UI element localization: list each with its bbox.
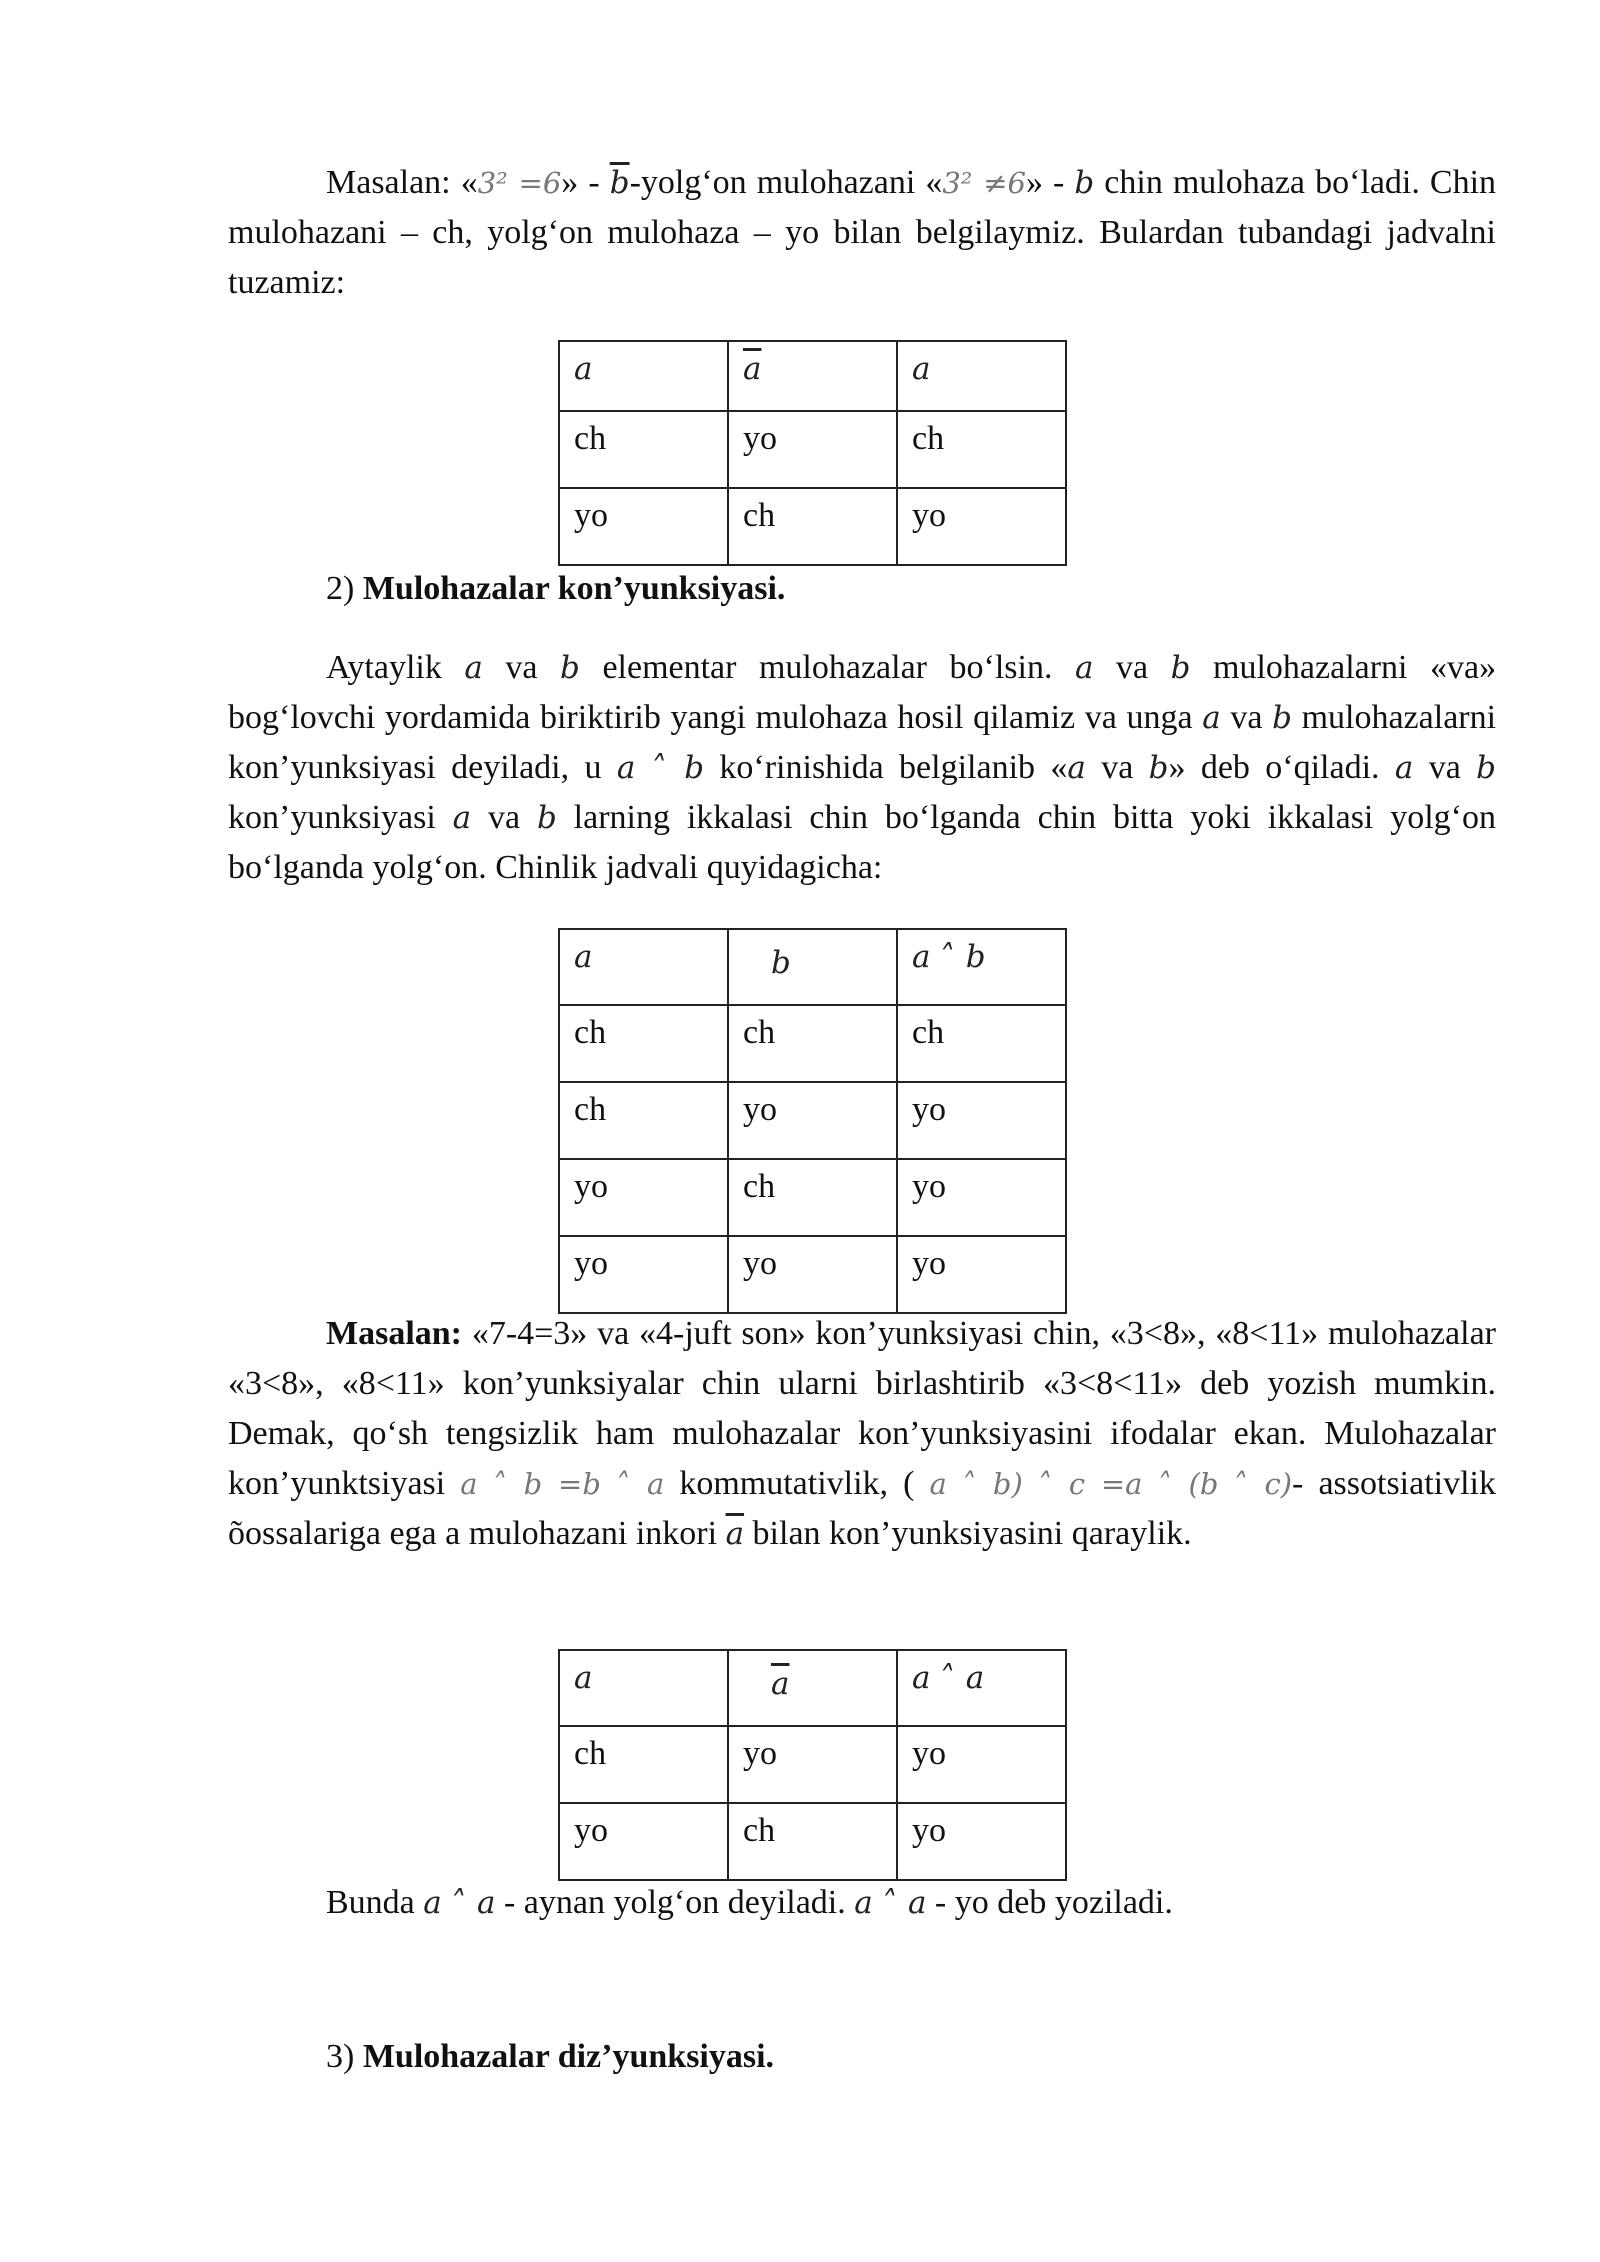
table-row xyxy=(559,1726,1066,1803)
bold-label: Masalan: xyxy=(326,1315,462,1352)
text: va xyxy=(1101,749,1134,786)
table-cell: ch xyxy=(897,1005,1066,1082)
truth-table-conjunction xyxy=(558,928,1067,1314)
table-cell: ch xyxy=(897,411,1066,488)
table-cell: yo xyxy=(728,1236,897,1313)
text: - yo deb yoziladi. xyxy=(934,1884,1173,1921)
table-cell: ch xyxy=(559,1726,728,1803)
table-header-row xyxy=(559,341,1066,411)
text: Bunda xyxy=(326,1884,415,1921)
text: kommutativlik, ( xyxy=(679,1465,915,1502)
text: - aynan yolg‘on deyiladi. xyxy=(503,1884,846,1921)
formula-commutative: a ˄ b =b ˄ a xyxy=(460,1467,665,1501)
heading-title: Mulohazalar kon’yunksiyasi. xyxy=(362,570,786,607)
table-cell: ch xyxy=(728,1159,897,1236)
formula-not-equal: 3² ≠6 xyxy=(942,166,1026,200)
formula-associative: a ˄ b) ˄ c =a ˄ (b ˄ c) xyxy=(929,1467,1293,1501)
text: «7-4=3» va «4-juft son» kon’yunksiyasi chin, «3<8», «8<11» mulohazalar «3<8», «8<11» kon’yunksiyalar chin ularni birlashtirib «3<8<11» deb yozish mumkin. Demak, qo‘sh tengsizlik ham mulohazalar kon’yunksiyasini ifodalar ekan. Mulohazalar kon’yunktsiyasi xyxy=(228,1315,1497,1502)
symbol-b: b xyxy=(560,650,580,686)
text: » - xyxy=(1025,164,1065,201)
table-cell: yo xyxy=(559,1159,728,1236)
heading-number: 2) xyxy=(326,570,355,607)
cell-text: a ˄ b xyxy=(912,939,986,975)
table-row xyxy=(559,1803,1066,1880)
text: Aytaylik xyxy=(326,649,442,686)
table-cell: yo xyxy=(897,1159,1066,1236)
table-cell xyxy=(728,341,897,411)
text: bilan kon’yunksiyasini qaraylik. xyxy=(752,1515,1192,1552)
table-cell: ch xyxy=(728,1005,897,1082)
table-cell: ch xyxy=(728,1803,897,1880)
heading-number: 3) xyxy=(326,2038,355,2075)
table-cell: yo xyxy=(559,488,728,565)
text: » deb o‘qiladi. xyxy=(1168,749,1380,786)
table-cell: yo xyxy=(897,1803,1066,1880)
table-cell: ch xyxy=(559,1082,728,1159)
heading-title: Mulohazalar diz’yunksiyasi. xyxy=(362,2038,775,2075)
table-cell: yo xyxy=(897,1236,1066,1313)
text: ko‘rinishida belgilanib « xyxy=(719,749,1068,786)
table-header-row xyxy=(559,929,1066,1005)
text: » - xyxy=(561,164,600,201)
paragraph-conjunction-definition xyxy=(228,643,1496,893)
truth-table-contradiction xyxy=(558,1649,1067,1881)
section-heading-conjunction xyxy=(326,564,785,614)
text: va xyxy=(1230,699,1263,736)
table-row xyxy=(559,1159,1066,1236)
table-cell: yo xyxy=(728,1726,897,1803)
cell-text: a xyxy=(574,1660,593,1696)
table-cell: ch xyxy=(559,1005,728,1082)
symbol-not-a: $\overline{a}$ xyxy=(725,1516,745,1552)
table-cell: yo xyxy=(897,1082,1066,1159)
symbol-a: a xyxy=(1067,750,1086,786)
table-cell: yo xyxy=(559,1803,728,1880)
table-cell xyxy=(897,341,1066,411)
table-cell: ch xyxy=(728,488,897,565)
text: elementar mulohazalar bo‘lsin. xyxy=(602,649,1053,686)
table-cell xyxy=(728,1650,897,1726)
paragraph-contradiction xyxy=(326,1878,1496,1928)
table-cell: ch xyxy=(559,411,728,488)
symbol-b: b xyxy=(1148,750,1169,786)
table-cell: yo xyxy=(897,488,1066,565)
formula-contradiction: a ˄ a xyxy=(854,1885,927,1921)
truth-table-negation xyxy=(558,340,1067,566)
text: va xyxy=(1116,649,1149,686)
symbol-b: b xyxy=(1170,650,1191,686)
table-header-row xyxy=(559,1650,1066,1726)
symbol-a: a xyxy=(464,650,483,686)
symbol-a: a xyxy=(1075,650,1094,686)
table-row xyxy=(559,488,1066,565)
table-cell xyxy=(559,341,728,411)
text: va xyxy=(487,799,521,836)
table-cell: yo xyxy=(559,1236,728,1313)
text: va xyxy=(505,649,538,686)
cell-text: a xyxy=(912,351,931,387)
symbol-a: a xyxy=(1202,700,1221,736)
text: -yolg‘on mulohazani « xyxy=(629,164,943,201)
symbol-b: b xyxy=(1272,700,1292,736)
text: Masalan: xyxy=(326,164,451,201)
table-cell xyxy=(897,929,1066,1005)
symbol-a: a xyxy=(1394,750,1414,786)
cell-text: b xyxy=(771,945,791,981)
paragraph-example-1 xyxy=(228,158,1496,308)
section-heading-disjunction xyxy=(326,2032,774,2082)
table-cell: yo xyxy=(897,1726,1066,1803)
symbol-b: b xyxy=(536,800,557,836)
symbol-b: b xyxy=(1074,165,1095,201)
paragraph-example-2 xyxy=(228,1309,1496,1559)
text: mulohazalarni kon’yunksiyasi deyiladi, u xyxy=(228,699,1497,786)
table-row xyxy=(559,411,1066,488)
table-row xyxy=(559,1236,1066,1313)
table-cell: yo xyxy=(728,411,897,488)
text: chin mulohaza bo‘ladi. Chin mulohazani – ch, yolg‘on mulohaza – yo bilan belgilaymiz. Bulardan tubandagi jadvalni tuzamiz: xyxy=(228,164,1497,301)
text: mulohazalarni «va» bog‘lovchi yordamida biriktirib yangi mulohaza hosil qilamiz va unga xyxy=(228,649,1497,736)
text: larning ikkalasi chin bo‘lganda chin bitta yoki ikkalasi yolg‘on bo‘lganda yolg‘on. Chinlik jadvali quyidagicha: xyxy=(228,799,1496,886)
table-cell xyxy=(559,929,728,1005)
text: va xyxy=(1428,749,1461,786)
symbol-b: b xyxy=(1476,750,1496,786)
cell-text: a xyxy=(574,351,593,387)
table-cell: yo xyxy=(728,1082,897,1159)
cell-text: a xyxy=(574,939,593,975)
table-cell xyxy=(728,929,897,1005)
symbol-a: a xyxy=(452,800,472,836)
table-cell xyxy=(559,1650,728,1726)
cell-text: $\overline{a}$ xyxy=(771,1666,790,1702)
cell-text: $\overline{a}$ xyxy=(743,351,762,387)
table-row xyxy=(559,1005,1066,1082)
formula-conjunction: a ˄ b xyxy=(616,750,705,786)
text: « xyxy=(460,164,478,201)
formula-equal: 3² =6 xyxy=(477,166,562,200)
symbol-not-b: $\overline{b}$ xyxy=(609,165,630,201)
table-row xyxy=(559,1082,1066,1159)
table-cell xyxy=(897,1650,1066,1726)
text: - assotsiativlik õossalariga ega a mulohazani inkori xyxy=(228,1465,1496,1552)
text: kon’yunksiyasi xyxy=(228,799,436,836)
cell-text: a ˄ a xyxy=(912,1660,985,1696)
formula-contradiction: a ˄ a xyxy=(423,1885,496,1921)
